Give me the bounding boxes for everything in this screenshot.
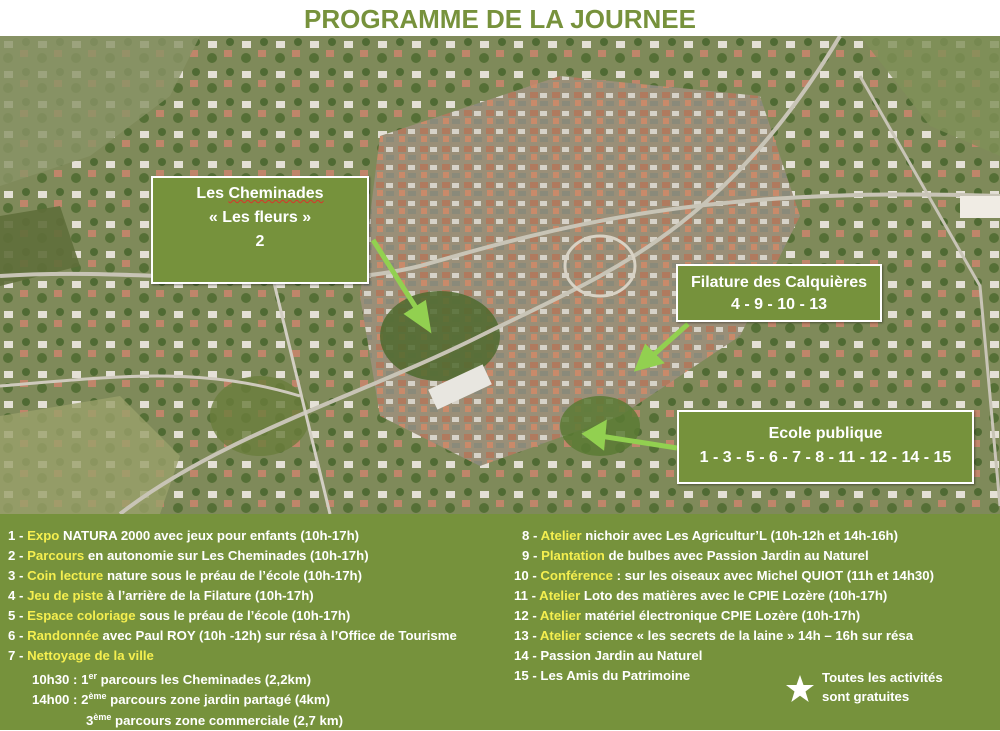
program-panel	[0, 514, 1000, 730]
item-keyword: Coin lecture	[27, 568, 104, 583]
item-number: 13 -	[514, 628, 540, 643]
program-item-10	[514, 566, 934, 586]
item-text: Loto des matières avec le CPIE Lozère (10h-17h)	[580, 588, 888, 603]
item-number: 8 -	[522, 528, 541, 543]
item-text: sous le préau de l’école (10h-17h)	[135, 608, 351, 623]
item-number: 4 -	[8, 588, 28, 603]
program-item-9	[522, 546, 869, 566]
program-item-2	[8, 546, 369, 566]
free-note-line2: sont gratuites	[822, 689, 910, 704]
route-ordinal-suffix: ème	[93, 712, 112, 722]
item-text: à l’arrière de la Filature (10h-17h)	[103, 588, 314, 603]
callout-cheminades	[151, 176, 369, 284]
item-keyword: Randonnée	[27, 628, 99, 643]
callout-cheminades-name: Cheminades	[228, 185, 324, 202]
program-item-3	[8, 566, 362, 586]
free-note-line1: Toutes les activités	[822, 670, 943, 685]
item-number: 12 -	[514, 608, 540, 623]
page-title: PROGRAMME DE LA JOURNEE	[304, 4, 696, 34]
item-text: nichoir avec Les Agricultur’L (10h-12h et 14h-16h)	[581, 528, 898, 543]
item-text: Passion Jardin au Naturel	[540, 648, 703, 663]
item-number: 9 -	[522, 548, 542, 563]
aerial-map	[0, 36, 1000, 514]
program-item-12	[514, 606, 860, 626]
program-item-11	[514, 586, 887, 606]
route-text: parcours zone commerciale (2,7 km)	[111, 713, 343, 728]
route-ordinal: 3	[86, 713, 94, 728]
route-time: 14h00 :	[32, 692, 78, 707]
callout-cheminades-numbers: 2	[255, 233, 265, 250]
callout-cheminades-title: Les Cheminades	[196, 185, 324, 202]
route-ordinal-suffix: er	[88, 671, 97, 681]
item-keyword: Conférence	[540, 568, 613, 583]
item-text: : sur les oiseaux avec Michel QUIOT (11h et 14h30)	[612, 568, 934, 583]
route-ordinal-suffix: ème	[88, 691, 107, 701]
item-keyword: Atelier	[540, 528, 582, 543]
item-text: avec Paul ROY (10h -12h) sur résa à l’Office de Tourisme	[98, 628, 457, 643]
program-item-8	[522, 526, 898, 546]
star-icon	[785, 674, 815, 704]
item-keyword: Expo	[27, 528, 60, 543]
item-keyword: Atelier	[539, 588, 581, 603]
program-item-4	[8, 586, 314, 606]
item-keyword: Plantation	[541, 548, 605, 563]
callout-ecole-numbers: 1 - 3 - 5 - 6 - 7 - 8 - 11 - 12 - 14 - 15	[699, 449, 952, 466]
item-number: 3 -	[8, 568, 28, 583]
item-text: nature sous le préau de l’école (10h-17h)	[103, 568, 362, 583]
item-number: 14 -	[514, 648, 541, 663]
program-item-13	[514, 626, 913, 646]
callout-filature-numbers: 4 - 9 - 10 - 13	[730, 296, 828, 313]
item-number: 15 -	[514, 668, 541, 683]
item-number: 11 -	[514, 588, 540, 603]
item-number: 7 -	[8, 648, 28, 663]
cleanup-route-3	[86, 707, 343, 731]
callout-filature-title: Filature des Calquières	[690, 274, 868, 291]
callout-cheminades-subtitle: « Les fleurs »	[208, 209, 312, 226]
program-item-5	[8, 606, 350, 626]
item-keyword: Atelier	[539, 628, 581, 643]
route-time: 10h30 :	[32, 672, 78, 687]
item-text: NATURA 2000 avec jeux pour enfants (10h-17h)	[59, 528, 360, 543]
route-ordinal: 2	[81, 692, 89, 707]
item-number: 1 -	[8, 528, 28, 543]
item-keyword: Jeu de piste	[27, 588, 104, 603]
item-keyword: Parcours	[27, 548, 85, 563]
item-keyword: Espace coloriage	[27, 608, 136, 623]
program-item-1	[8, 526, 359, 546]
item-number: 6 -	[8, 628, 28, 643]
program-item-6	[8, 626, 457, 646]
item-text: de bulbes avec Passion Jardin au Naturel	[604, 548, 869, 563]
callout-ecole-title: Ecole publique	[768, 425, 883, 442]
item-text: en autonomie sur Les Cheminades (10h-17h)	[84, 548, 369, 563]
route-ordinal: 1	[81, 672, 89, 687]
free-activities-note	[822, 668, 943, 706]
callout-ecole	[677, 410, 974, 484]
item-number: 10 -	[514, 568, 541, 583]
callout-filature	[676, 264, 882, 322]
program-item-7	[8, 646, 154, 666]
item-text: science « les secrets de la laine » 14h – 16h sur résa	[580, 628, 914, 643]
item-keyword: Atelier	[539, 608, 581, 623]
route-text: parcours zone jardin partagé (4km)	[106, 692, 330, 707]
route-text: parcours les Cheminades (2,2km)	[96, 672, 311, 687]
item-text: Les Amis du Patrimoine	[540, 668, 691, 683]
program-item-14	[514, 646, 702, 666]
item-keyword: Nettoyage de la ville	[27, 648, 154, 663]
item-number: 2 -	[8, 548, 28, 563]
item-text: matériel électronique CPIE Lozère (10h-17h)	[580, 608, 861, 623]
item-number: 5 -	[8, 608, 28, 623]
program-item-15	[514, 666, 690, 686]
